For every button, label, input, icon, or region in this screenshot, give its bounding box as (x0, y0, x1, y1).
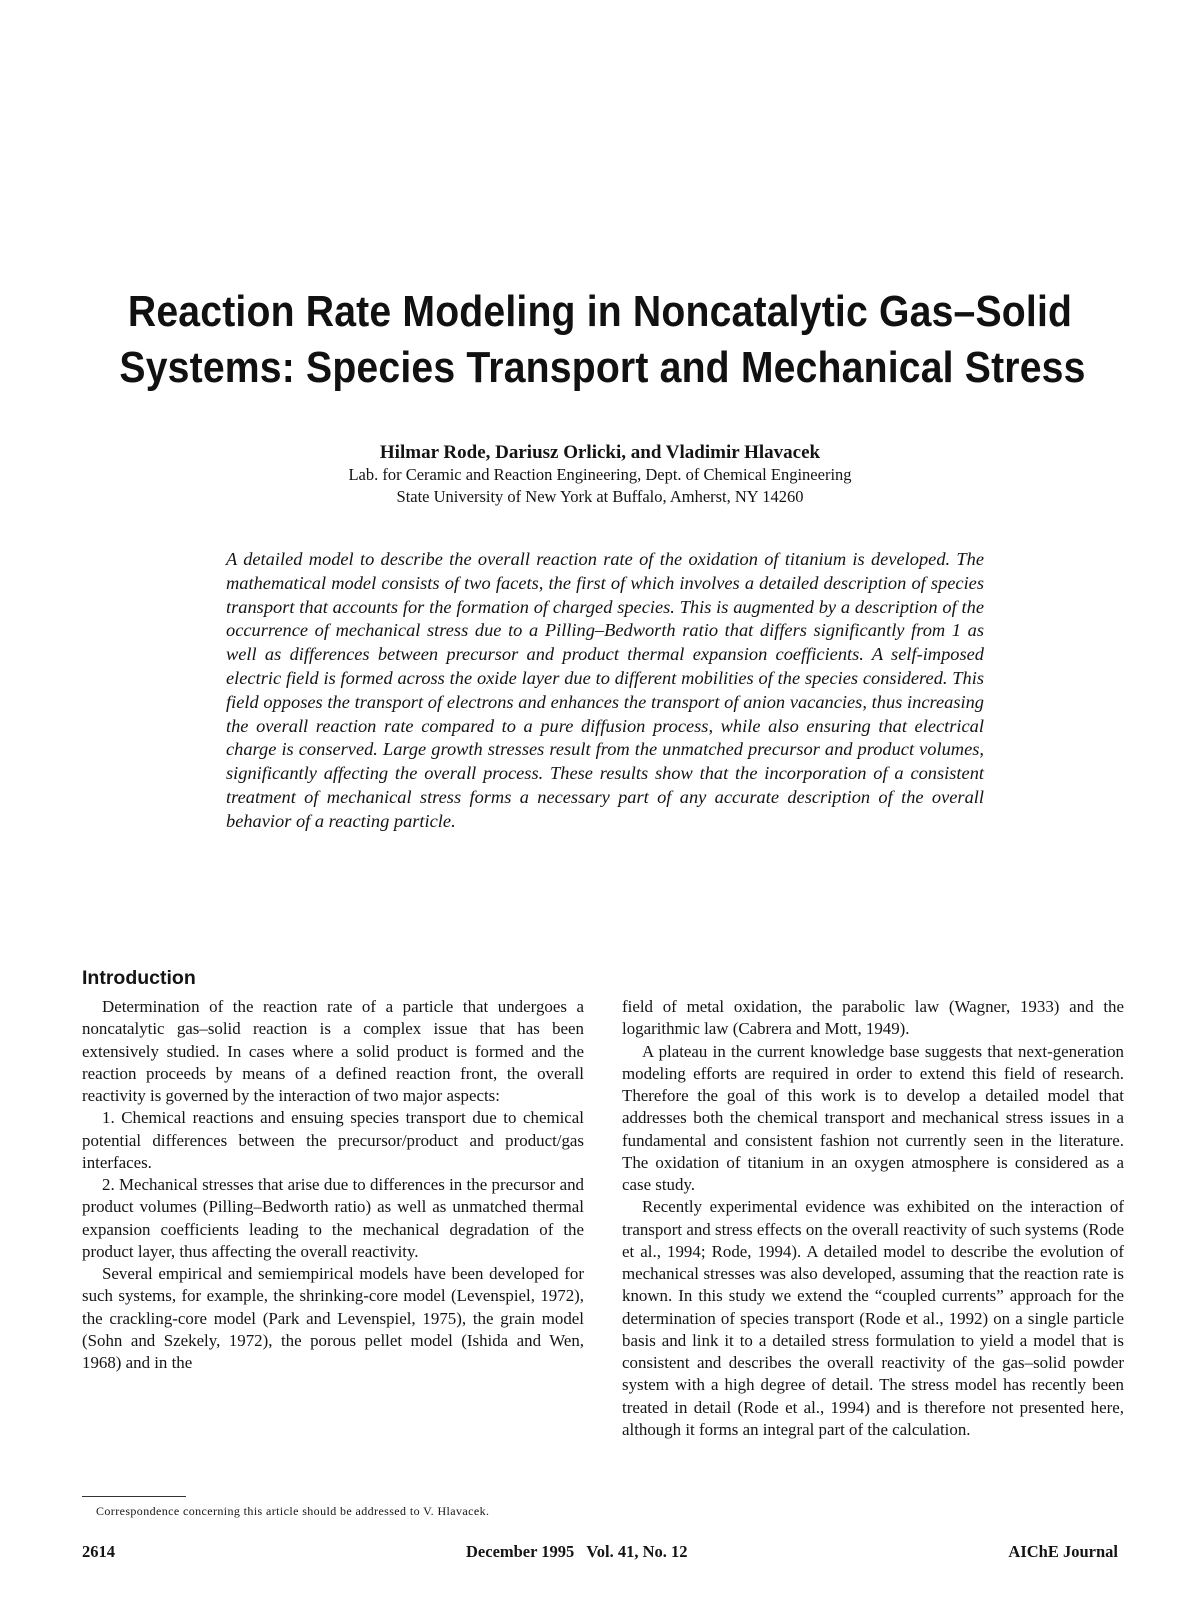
paragraph: Recently experimental evidence was exhibited on the interaction of transport and stress effects on the overall reactivity of such systems (Rode et al., 1994; Rode, 1994). A detailed model to describe the evolution of mechanical stresses was also developed, assuming that the reaction rate is known. In this study we extend the “coupled currents” approach for the determination of species transport (Rode et al., 1992) on a single particle basis and link it to a detailed stress formulation to yield a model that is consistent and describes the overall reactivity of the gas–solid powder system with a high degree of detail. The stress model has recently been treated in detail (Rode et al., 1994) and is therefore not presented here, although it forms an integral part of the calculation. (622, 1197, 1124, 1439)
paragraph: 1. Chemical reactions and ensuing species transport due to chemical potential differences between the precursor/product and product/gas interfaces. (82, 1108, 584, 1172)
title-line-1: Reaction Rate Modeling in Noncatalytic Gas–Solid (127, 287, 1073, 336)
article-title (119, 284, 1086, 396)
right-column (622, 996, 1124, 1441)
left-column (82, 996, 584, 1374)
paragraph: Determination of the reaction rate of a particle that undergoes a noncatalytic gas–solid reaction is a complex issue that has been extensively studied. In cases where a solid product is formed and the reaction proceeds by means of a defined reaction front, the overall reactivity is governed by the interaction of two major aspects: (82, 997, 584, 1105)
paragraph: Several empirical and semiempirical models have been developed for such systems, for example, the shrinking-core model (Levenspiel, 1972), the crackling-core model (Park and Levenspiel, 1975), the grain model (Sohn and Szekely, 1972), the porous pellet model (Ishida and Wen, 1968) and in the (82, 1264, 584, 1372)
paragraph-continuation: field of metal oxidation, the parabolic law (Wagner, 1933) and the logarithmic law (Cabrera and Mott, 1949). (622, 997, 1124, 1039)
abstract: A detailed model to describe the overall reaction rate of the oxidation of titanium is developed. The mathematical model consists of two facets, the first of which involves a detailed description of species transport that accounts for the formation of charged species. This is augmented by a description of the occurrence of mechanical stress due to a Pilling–Bedworth ratio that differs significantly from 1 as well as differences between precursor and product thermal expansion coefficients. A self-imposed electric field is formed across the oxide layer due to different mobilities of the species considered. This field opposes the transport of electrons and enhances the transport of anion vacancies, thus increasing the overall reaction rate compared to a pure diffusion process, while also ensuring that electrical charge is conserved. Large growth stresses result from the unmatched precursor and product volumes, significantly affecting the overall process. These results show that the incorporation of a consistent treatment of mechanical stress forms a necessary part of any accurate description of the overall behavior of a reacting particle. (226, 549, 984, 831)
journal-name: AIChE Journal (1008, 1542, 1118, 1561)
affiliation (0, 464, 1200, 508)
title-line-2: Systems: Species Transport and Mechanical Stress (119, 343, 1086, 392)
issue-info: December 1995 Vol. 41, No. 12 (466, 1542, 688, 1561)
affiliation-line-1: Lab. for Ceramic and Reaction Engineering, Dept. of Chemical Engineering (348, 465, 852, 484)
affiliation-line-2: State University of New York at Buffalo, Amherst, NY 14260 (396, 487, 804, 506)
correspondence-footnote: Correspondence concerning this article should be addressed to V. Hlavacek. (96, 1504, 490, 1518)
paragraph: A plateau in the current knowledge base suggests that next-generation modeling efforts are required in order to extend this field of research. Therefore the goal of this work is to develop a detailed model that addresses both the chemical transport and mechanical stress issues in a fundamental and consistent fashion not currently seen in the literature. The oxidation of titanium in an oxygen atmosphere is considered as a case study. (622, 1041, 1124, 1194)
footnote-divider (82, 1496, 186, 1497)
author-list: Hilmar Rode, Dariusz Orlicki, and Vladimir Hlavacek (379, 442, 821, 463)
page-number: 2614 (82, 1542, 115, 1561)
paragraph: 2. Mechanical stresses that arise due to differences in the precursor and product volumes (Pilling–Bedworth ratio) as well as unmatched thermal expansion coefficients leading to the mechanical degradation of the product layer, thus affecting the overall reactivity. (82, 1175, 584, 1261)
section-heading-introduction: Introduction (82, 967, 196, 989)
